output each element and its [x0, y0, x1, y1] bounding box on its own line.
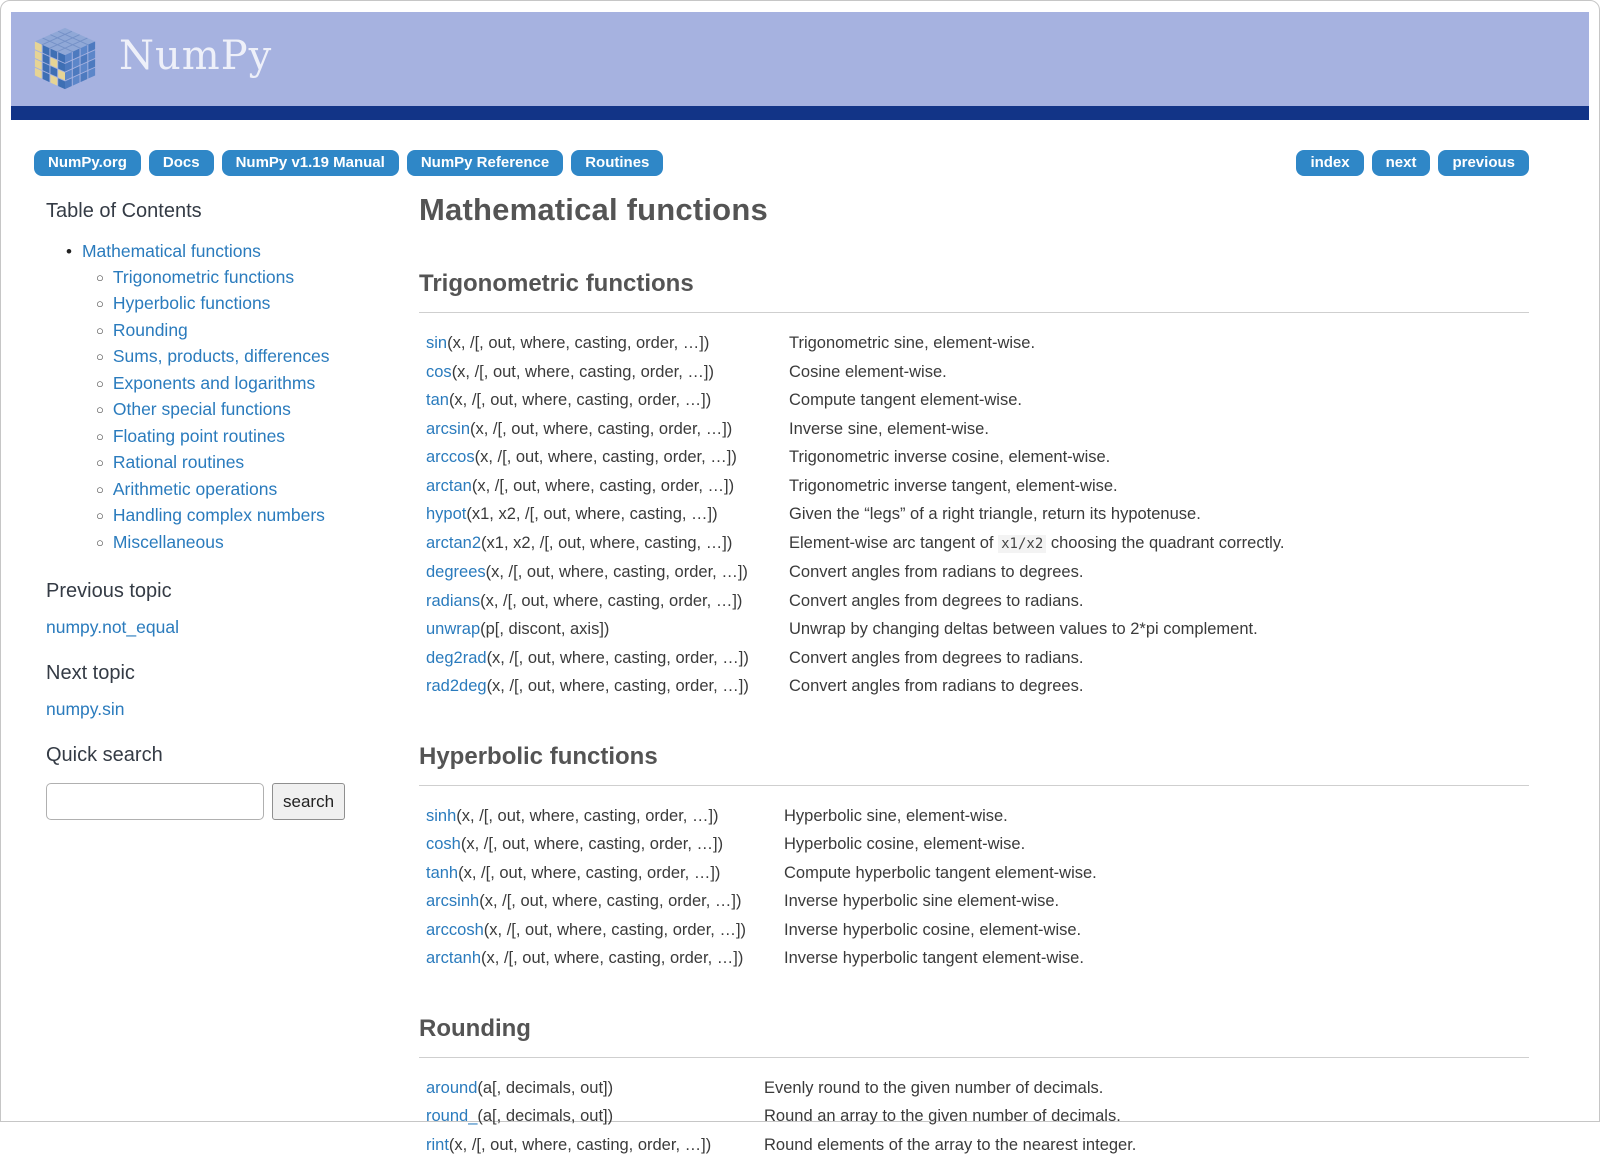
toc-root-link[interactable]: Mathematical functions [82, 241, 261, 261]
rounding-functions-table [419, 1074, 1529, 1159]
top-navigation [34, 150, 1529, 176]
function-description: Compute hyperbolic tangent element-wise. [784, 859, 1529, 888]
function-row [419, 916, 1529, 945]
section-heading-hyperbolic: Hyperbolic functions [419, 743, 1529, 786]
function-description: Given the “legs” of a right triangle, return its hypotenuse. [789, 500, 1529, 529]
function-row [419, 887, 1529, 916]
function-signature: (x, /[, out, where, casting, order, …]) [447, 334, 709, 352]
toc-list [46, 239, 376, 556]
function-description: Hyperbolic sine, element-wise. [784, 802, 1529, 831]
function-link[interactable]: arctan [426, 477, 472, 495]
function-signature: (x, /[, out, where, casting, order, …]) [461, 835, 723, 853]
function-description: Cosine element-wise. [789, 358, 1529, 387]
function-row [419, 944, 1529, 973]
function-description: Convert angles from radians to degrees. [789, 558, 1529, 587]
function-cell [419, 1102, 764, 1131]
function-row [419, 443, 1529, 472]
function-cell [419, 329, 789, 358]
toc-subitem [96, 344, 376, 371]
function-row [419, 1102, 1529, 1131]
hyperbolic-functions-table [419, 802, 1529, 973]
function-cell [419, 587, 789, 616]
function-signature: (x, /[, out, where, casting, order, …]) [484, 921, 746, 939]
function-link[interactable]: arcsin [426, 420, 470, 438]
function-description: Convert angles from degrees to radians. [789, 644, 1529, 673]
function-row [419, 529, 1529, 559]
function-link[interactable]: arccos [426, 448, 475, 466]
toc-sublist [66, 265, 376, 557]
rel-button-index[interactable]: index [1296, 150, 1363, 176]
function-cell [419, 830, 784, 859]
trigonometric-functions-table [419, 329, 1529, 701]
function-description: Unwrap by changing deltas between values to 2*pi complement. [789, 615, 1529, 644]
function-cell [419, 672, 789, 701]
function-row [419, 558, 1529, 587]
function-link[interactable]: arccosh [426, 921, 484, 939]
toc-title: Table of Contents [46, 200, 376, 223]
function-description: Inverse hyperbolic tangent element-wise. [784, 944, 1529, 973]
brand-title: NumPy [119, 33, 272, 79]
function-signature: (x, /[, out, where, casting, order, …]) [472, 477, 734, 495]
toc-link[interactable]: Rounding [113, 320, 188, 340]
section-heading-trigonometric: Trigonometric functions [419, 270, 1529, 313]
previous-topic-link[interactable]: numpy.not_equal [46, 617, 376, 638]
function-cell [419, 859, 784, 888]
nav-button-numpy-org[interactable]: NumPy.org [34, 150, 141, 176]
function-signature: (x, /[, out, where, casting, order, …]) [481, 949, 743, 967]
numpy-logo-icon [31, 25, 99, 93]
function-link[interactable]: degrees [426, 563, 486, 581]
function-description: Round elements of the array to the nearest integer. [764, 1131, 1529, 1159]
rel-button-previous[interactable]: previous [1438, 150, 1529, 176]
function-cell [419, 443, 789, 472]
function-row [419, 472, 1529, 501]
function-cell [419, 916, 784, 945]
function-link[interactable]: deg2rad [426, 649, 487, 667]
function-row [419, 329, 1529, 358]
function-link[interactable]: cosh [426, 835, 461, 853]
toc-link[interactable]: Sums, products, differences [113, 346, 330, 366]
function-link[interactable]: arctan2 [426, 534, 481, 552]
function-signature: (p[, discont, axis]) [480, 620, 609, 638]
function-link[interactable]: rint [426, 1136, 449, 1154]
function-link[interactable]: tanh [426, 864, 458, 882]
function-cell [419, 415, 789, 444]
toc-subitem [96, 265, 376, 292]
function-description: Trigonometric inverse tangent, element-wise. [789, 472, 1529, 501]
toc-link[interactable]: Miscellaneous [113, 532, 224, 552]
function-cell [419, 529, 789, 559]
function-row [419, 802, 1529, 831]
function-signature: (a[, decimals, out]) [477, 1107, 613, 1125]
toc-subitem [96, 397, 376, 424]
function-cell [419, 1131, 764, 1159]
function-description: Evenly round to the given number of decimals. [764, 1074, 1529, 1103]
toc-link[interactable]: Hyperbolic functions [113, 293, 271, 313]
quick-search-box [46, 783, 376, 820]
function-cell [419, 887, 784, 916]
function-cell [419, 615, 789, 644]
next-topic-heading: Next topic [46, 662, 376, 685]
page-body [1, 176, 1599, 1159]
toc-link[interactable]: Trigonometric functions [113, 267, 294, 287]
function-signature: (x, /[, out, where, casting, order, …]) [458, 864, 720, 882]
toc-subitem [96, 291, 376, 318]
function-cell [419, 386, 789, 415]
function-description: Trigonometric sine, element-wise. [789, 329, 1529, 358]
function-signature: (x, /[, out, where, casting, order, …]) [449, 391, 711, 409]
function-row [419, 615, 1529, 644]
nav-left-group [34, 150, 663, 176]
toc-subitem [96, 450, 376, 477]
function-description: Trigonometric inverse cosine, element-wise. [789, 443, 1529, 472]
function-description: Compute tangent element-wise. [789, 386, 1529, 415]
function-signature: (x, /[, out, where, casting, order, …]) [456, 807, 718, 825]
function-signature: (x, /[, out, where, casting, order, …]) [480, 592, 742, 610]
toc-subitem [96, 477, 376, 504]
masthead-banner [11, 12, 1589, 106]
function-description: Element-wise arc tangent of x1/x2 choosing the quadrant correctly. [789, 529, 1529, 559]
function-row [419, 415, 1529, 444]
function-link[interactable]: hypot [426, 505, 466, 523]
function-row [419, 830, 1529, 859]
toc-link[interactable]: Handling complex numbers [113, 505, 325, 525]
function-row [419, 672, 1529, 701]
nav-button-docs[interactable]: Docs [149, 150, 214, 176]
function-link[interactable]: sin [426, 334, 447, 352]
previous-topic-heading: Previous topic [46, 580, 376, 603]
function-row [419, 859, 1529, 888]
function-link[interactable]: sinh [426, 807, 456, 825]
section-heading-rounding: Rounding [419, 1015, 1529, 1058]
function-cell [419, 472, 789, 501]
function-link[interactable]: radians [426, 592, 480, 610]
toc-root-item [66, 239, 376, 556]
nav-button-routines[interactable]: Routines [571, 150, 663, 176]
function-signature: (x, /[, out, where, casting, order, …]) [470, 420, 732, 438]
function-row [419, 1131, 1529, 1159]
sidebar [46, 176, 376, 1159]
function-link[interactable]: arcsinh [426, 892, 479, 910]
search-input[interactable] [46, 783, 264, 820]
function-signature: (x, /[, out, where, casting, order, …]) [486, 563, 748, 581]
function-row [419, 1074, 1529, 1103]
function-signature: (x, /[, out, where, casting, order, …]) [452, 363, 714, 381]
function-description: Hyperbolic cosine, element-wise. [784, 830, 1529, 859]
function-cell [419, 358, 789, 387]
header-divider-strip [11, 106, 1589, 120]
toc-link[interactable]: Floating point routines [113, 426, 285, 446]
toc-subitem [96, 371, 376, 398]
function-description: Convert angles from radians to degrees. [789, 672, 1529, 701]
toc-subitem [96, 503, 376, 530]
function-link[interactable]: around [426, 1079, 477, 1097]
function-link[interactable]: round_ [426, 1107, 477, 1125]
function-signature: (x, /[, out, where, casting, order, …]) [479, 892, 741, 910]
toc-subitem [96, 424, 376, 451]
nav-right-group [1296, 150, 1529, 176]
function-cell [419, 644, 789, 673]
function-row [419, 644, 1529, 673]
page-title: Mathematical functions [419, 192, 1529, 228]
function-description: Inverse hyperbolic cosine, element-wise. [784, 916, 1529, 945]
toc-subitem [96, 318, 376, 345]
function-signature: (x1, x2, /[, out, where, casting, …]) [481, 534, 732, 552]
next-topic-link[interactable]: numpy.sin [46, 699, 376, 720]
function-link[interactable]: arctanh [426, 949, 481, 967]
function-cell [419, 1074, 764, 1103]
toc-link[interactable]: Other special functions [113, 399, 291, 419]
toc-link[interactable]: Rational routines [113, 452, 244, 472]
nav-button-numpy-v1-19-manual[interactable]: NumPy v1.19 Manual [222, 150, 399, 176]
function-row [419, 358, 1529, 387]
function-link[interactable]: unwrap [426, 620, 480, 638]
toc-subitem [96, 530, 376, 557]
function-cell [419, 944, 784, 973]
function-description: Convert angles from degrees to radians. [789, 587, 1529, 616]
function-row [419, 500, 1529, 529]
function-signature: (x, /[, out, where, casting, order, …]) [487, 677, 749, 695]
function-link[interactable]: cos [426, 363, 452, 381]
toc-link[interactable]: Exponents and logarithms [113, 373, 315, 393]
function-signature: (a[, decimals, out]) [477, 1079, 613, 1097]
inline-code: x1/x2 [998, 535, 1046, 553]
nav-button-numpy-reference[interactable]: NumPy Reference [407, 150, 563, 176]
function-signature: (x1, x2, /[, out, where, casting, …]) [466, 505, 717, 523]
function-row [419, 386, 1529, 415]
function-link[interactable]: tan [426, 391, 449, 409]
function-cell [419, 558, 789, 587]
function-description: Inverse hyperbolic sine element-wise. [784, 887, 1529, 916]
function-description: Inverse sine, element-wise. [789, 415, 1529, 444]
function-link[interactable]: rad2deg [426, 677, 487, 695]
function-cell [419, 802, 784, 831]
function-signature: (x, /[, out, where, casting, order, …]) [487, 649, 749, 667]
quick-search-heading: Quick search [46, 744, 376, 767]
main-content [376, 176, 1529, 1159]
function-row [419, 587, 1529, 616]
rel-button-next[interactable]: next [1372, 150, 1431, 176]
function-cell [419, 500, 789, 529]
function-description: Round an array to the given number of decimals. [764, 1102, 1529, 1131]
function-signature: (x, /[, out, where, casting, order, …]) [449, 1136, 711, 1154]
function-signature: (x, /[, out, where, casting, order, …]) [475, 448, 737, 466]
toc-link[interactable]: Arithmetic operations [113, 479, 277, 499]
search-button[interactable]: search [272, 783, 345, 820]
